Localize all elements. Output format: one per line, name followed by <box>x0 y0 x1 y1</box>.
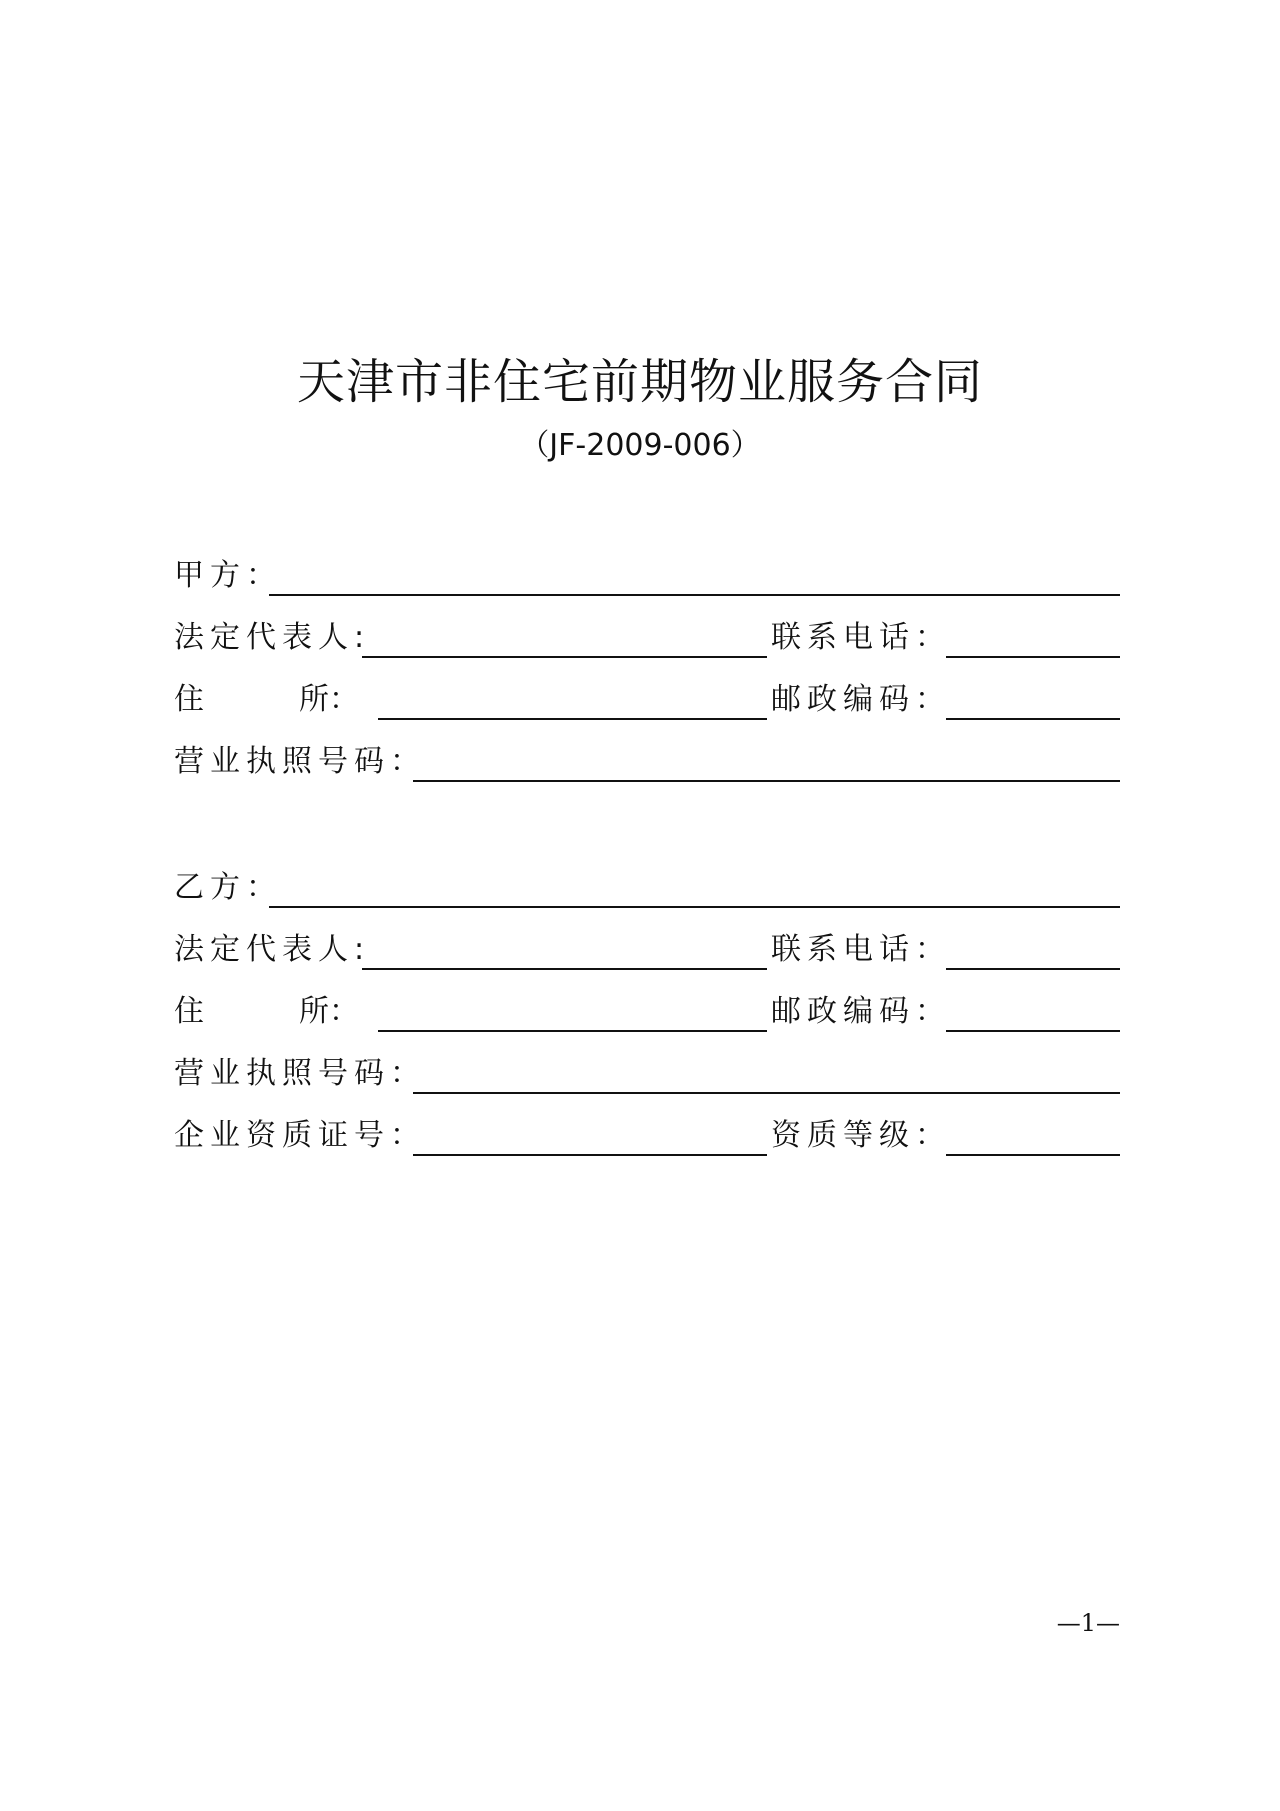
party-b-address-label-char2: 所： <box>299 994 359 1029</box>
party-a-name-blank[interactable] <box>269 594 1120 596</box>
document-code: （JF-2009-006） <box>519 428 761 463</box>
party-b-address-label <box>174 992 359 1032</box>
party-a-name-label: 甲方： <box>174 558 282 593</box>
party-b-rep-row <box>174 926 1120 972</box>
party-a-address-blank[interactable] <box>378 718 767 720</box>
party-a-address-label-char1: 住 <box>174 682 204 717</box>
party-a-address-row <box>174 676 1120 722</box>
party-b-grade-label: 资质等级： <box>771 1118 951 1153</box>
party-b-phone-label: 联系电话： <box>771 932 951 967</box>
party-a-rep-blank[interactable] <box>362 656 767 658</box>
party-b-grade-blank[interactable] <box>946 1154 1120 1156</box>
party-a-license-label: 营业执照号码： <box>174 744 426 779</box>
party-b-address-blank[interactable] <box>378 1030 767 1032</box>
party-b-rep-label: 法定代表人: <box>174 932 371 967</box>
page-number: —1— <box>1056 1609 1120 1637</box>
party-a-phone-label: 联系电话： <box>771 620 951 655</box>
party-a-license-row <box>174 738 1120 784</box>
party-a-postcode-label: 邮政编码： <box>771 682 951 717</box>
party-a-postcode-blank[interactable] <box>946 718 1120 720</box>
party-b-license-label: 营业执照号码： <box>174 1056 426 1091</box>
party-b-rep-blank[interactable] <box>362 968 767 970</box>
party-b-name-label: 乙方： <box>174 870 282 905</box>
party-a-rep-label: 法定代表人: <box>174 620 371 655</box>
party-b-name-row <box>174 864 1120 910</box>
party-a-address-label <box>174 680 359 720</box>
party-a-rep-row <box>174 614 1120 660</box>
party-b-cert-row <box>174 1112 1120 1158</box>
party-a-phone-blank[interactable] <box>946 656 1120 658</box>
party-b-license-row <box>174 1050 1120 1096</box>
party-b-postcode-label: 邮政编码： <box>771 994 951 1029</box>
party-b-postcode-blank[interactable] <box>946 1030 1120 1032</box>
document-title: 天津市非住宅前期物业服务合同 <box>296 354 983 410</box>
party-b-name-blank[interactable] <box>269 906 1120 908</box>
party-a-name-row <box>174 552 1120 598</box>
party-a-address-label-char2: 所： <box>299 682 359 717</box>
party-b-address-row <box>174 988 1120 1034</box>
party-a-license-blank[interactable] <box>413 780 1120 782</box>
party-b-license-blank[interactable] <box>413 1092 1120 1094</box>
party-b-address-label-char1: 住 <box>174 994 204 1029</box>
party-b-phone-blank[interactable] <box>946 968 1120 970</box>
party-b-cert-blank[interactable] <box>413 1154 767 1156</box>
party-b-cert-label: 企业资质证号： <box>174 1118 426 1153</box>
